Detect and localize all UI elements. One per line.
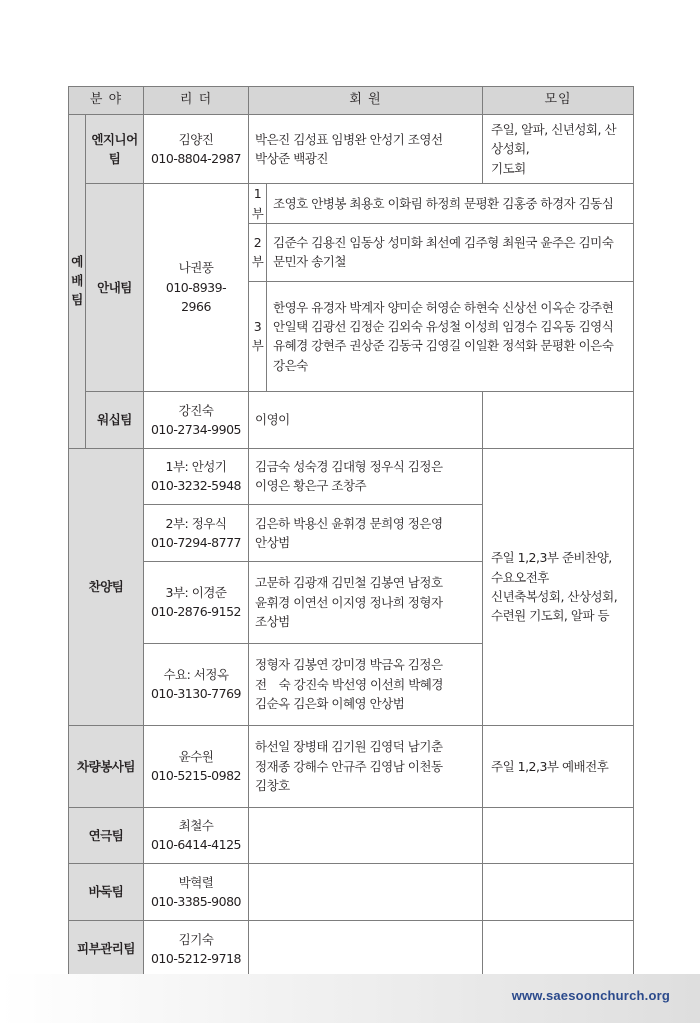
members-engineer: 박은진 김성표 임병완 안성기 조영선 박상준 백광진 <box>249 115 483 184</box>
team-engineer: 엔지니어팀 <box>86 115 144 184</box>
meeting-skincare <box>483 920 634 977</box>
header-field: 분 야 <box>69 87 144 115</box>
leader-engineer: 김양진 010-8804-2987 <box>144 115 249 184</box>
leader-choir-1: 1부: 안성기 010-3232-5948 <box>144 448 249 504</box>
meeting-choir: 주일 1,2,3부 준비찬양, 수요오전후 신년축복성회, 산상성회, 수련원 기도회, 알파 등 <box>483 448 634 725</box>
team-worshipteam: 워십팀 <box>86 391 144 448</box>
header-meeting: 모임 <box>483 87 634 115</box>
members-choir-1: 김금숙 성숙경 김대형 정우식 김정은 이영은 황은구 조창주 <box>249 448 483 504</box>
table-row-vehicle <box>69 725 634 807</box>
members-usher-1: 조영호 안병봉 최용호 이화림 하정희 문평환 김홍중 하경자 김동심 <box>267 184 634 224</box>
members-usher-3: 한영우 유경자 박계자 양미순 허영순 하현숙 신상선 이옥순 강주현 안일택 김광선 김정순 김외숙 유성철 이성희 임경수 김옥동 김영식 유혜경 강현주 권상준 김동국 김영길 이일환 정석화 문평환 이은숙 강은숙 <box>267 281 634 391</box>
team-skincare: 피부관리팀 <box>69 920 144 977</box>
members-choir-2: 김은하 박용신 윤휘경 문희영 정은영 안상범 <box>249 504 483 561</box>
table-row-drama <box>69 807 634 863</box>
team-usher: 안내팀 <box>86 184 144 392</box>
team-baduk: 바둑팀 <box>69 863 144 920</box>
members-baduk <box>249 863 483 920</box>
meeting-baduk <box>483 863 634 920</box>
table-row-skincare <box>69 920 634 977</box>
leader-choir-2: 2부: 정우식 010-7294-8777 <box>144 504 249 561</box>
table-row-worshipteam <box>69 391 634 448</box>
header-leader: 리 더 <box>144 87 249 115</box>
meeting-engineer: 주일, 알파, 신년성회, 산상성회, 기도회 <box>483 115 634 184</box>
part-label-1: 1부 <box>249 184 267 224</box>
leader-vehicle: 윤수원 010-5215-0982 <box>144 725 249 807</box>
leader-worshipteam: 강진숙 010-2734-9905 <box>144 391 249 448</box>
members-choir-4: 정형자 김봉연 강미경 박금옥 김정은 전 숙 강진숙 박선영 이선희 박혜경 김순옥 김은화 이혜영 안상범 <box>249 643 483 725</box>
header-row <box>69 87 634 115</box>
team-drama: 연극팀 <box>69 807 144 863</box>
leader-usher: 나권풍 010-8939- 2966 <box>144 184 249 392</box>
leader-drama: 최철수 010-6414-4125 <box>144 807 249 863</box>
members-choir-3: 고문하 김광재 김민철 김봉연 남정호 윤휘경 이연선 이지영 정나희 정형자 조상범 <box>249 561 483 643</box>
table-row-usher-1 <box>69 184 634 224</box>
team-vehicle: 차량봉사팀 <box>69 725 144 807</box>
meeting-worshipteam <box>483 391 634 448</box>
members-vehicle: 하선일 장병태 김기원 김영덕 남기춘 정재종 강해수 안규주 김영남 이천동 김창호 <box>249 725 483 807</box>
meeting-vehicle: 주일 1,2,3부 예배전후 <box>483 725 634 807</box>
table-row-choir-1 <box>69 448 634 504</box>
worship-category: 예 배 팀 <box>69 115 86 449</box>
members-usher-2: 김준수 김용진 임동상 성미화 최선예 김주형 최원국 윤주은 김미숙 문민자 송기철 <box>267 223 634 281</box>
leader-skincare: 김기숙 010-5212-9718 <box>144 920 249 977</box>
table-row-engineer <box>69 115 634 184</box>
header-member: 회 원 <box>249 87 483 115</box>
leader-choir-3: 3부: 이경준 010-2876-9152 <box>144 561 249 643</box>
team-choir: 찬양팀 <box>69 448 144 725</box>
ministry-table <box>68 86 634 978</box>
leader-choir-4: 수요: 서정옥 010-3130-7769 <box>144 643 249 725</box>
leader-baduk: 박혁렬 010-3385-9080 <box>144 863 249 920</box>
members-worshipteam: 이영이 <box>249 391 483 448</box>
table-row-baduk <box>69 863 634 920</box>
members-drama <box>249 807 483 863</box>
part-label-3: 3부 <box>249 281 267 391</box>
members-skincare <box>249 920 483 977</box>
website-link[interactable]: www.saesoonchurch.org <box>511 988 670 1003</box>
meeting-drama <box>483 807 634 863</box>
part-label-2: 2부 <box>249 223 267 281</box>
